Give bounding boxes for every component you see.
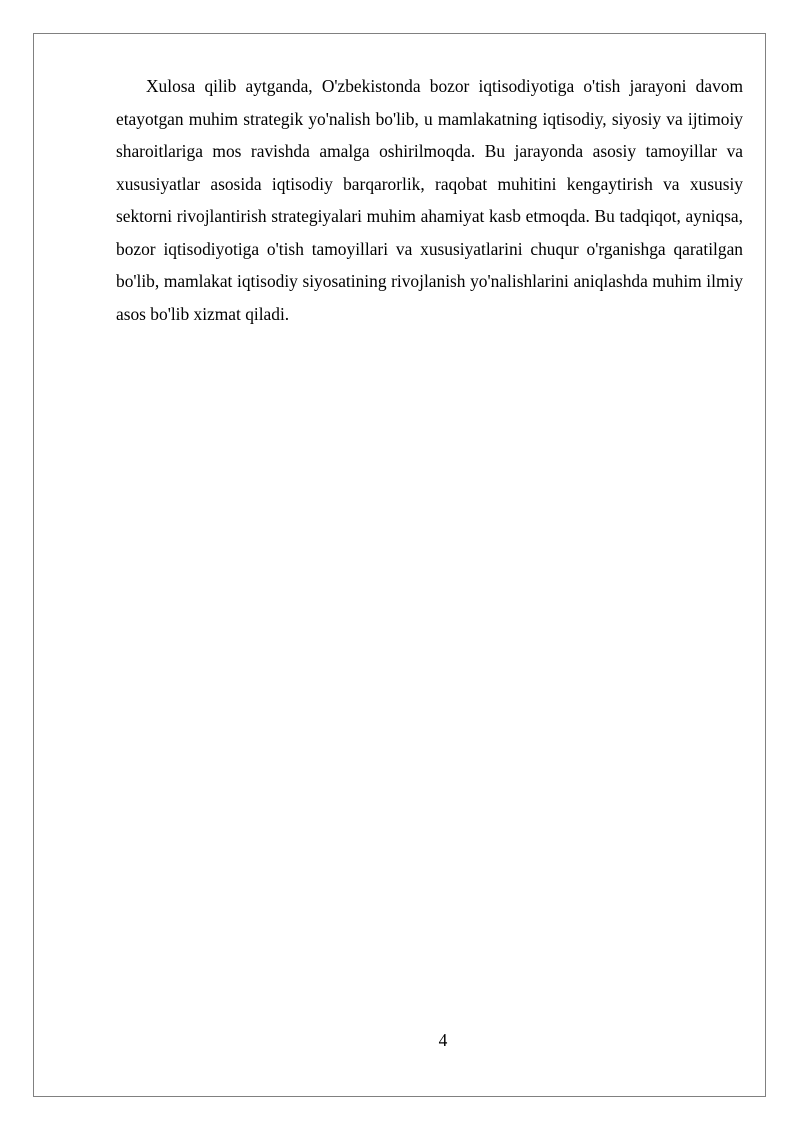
page-number: 4: [438, 1030, 448, 1050]
conclusion-paragraph: Xulosa qilib aytganda, O'zbekistonda bozor iqtisodiyotiga o'tish jarayoni davom etayotgan muhim strategik yo'nalish bo'lib, u mamlakatning iqtisodiy, siyosiy va ijtimoiy sharoitlariga mos ravishda amalga oshirilmoqda. Bu jarayonda asosiy tamoyillar va xususiyatlar asosida iqtisodiy barqarorlik, raqobat muhitini kengaytirish va xususiy sektorni rivojlantirish strategiyalari muhim ahamiyat kasb etmoqda. Bu tadqiqot, ayniqsa, bozor iqtisodiyotiga o'tish tamoyillari va xususiyatlarini chuqur o'rganishga qaratilgan bo'lib, mamlakat iqtisodiy siyosatining rivojlanish yo'nalishlarini aniqlashda muhim ilmiy asos bo'lib xizmat qiladi.: [116, 76, 743, 324]
